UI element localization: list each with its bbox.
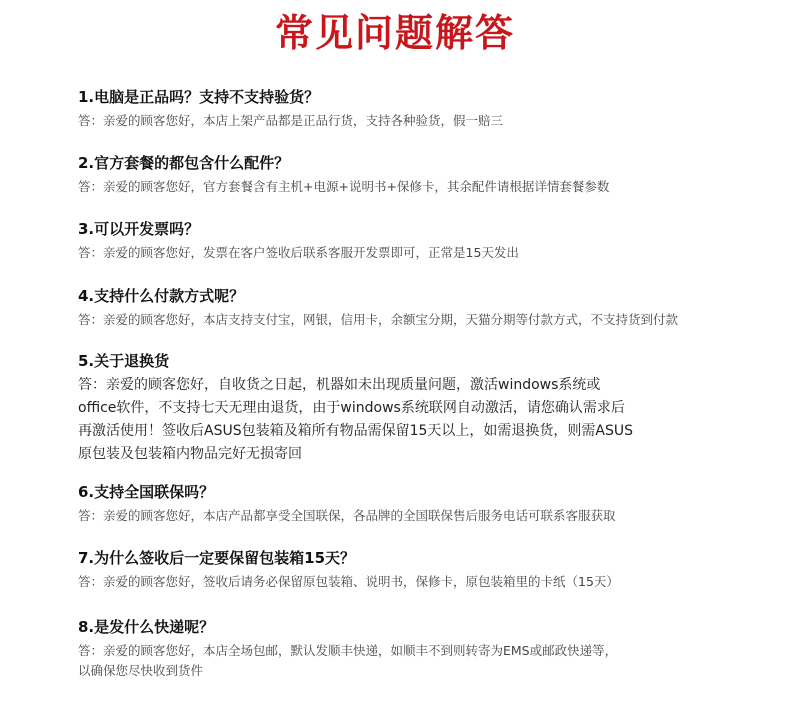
faq-answer-line: 以确保您尽快收到货件 — [78, 663, 204, 678]
faq-item-3 — [78, 218, 778, 263]
faq-question: 4.支持什么付款方式呢？ — [78, 287, 245, 305]
faq-question: 7.为什么签收后一定要保留包装箱15天？ — [78, 549, 356, 567]
faq-answer-line: 答：亲爱的顾客您好，发票在客户签收后联系客服开发票即可，正常是15天发出 — [78, 245, 519, 260]
page-title: 常见问题解答 — [274, 11, 515, 55]
faq-item-5 — [78, 350, 778, 466]
faq-question: 8.是发什么快递呢？ — [78, 618, 215, 636]
faq-answer-line: 答：亲爱的顾客您好，本店上架产品都是正品行货，支持各种验货，假一赔三 — [78, 113, 504, 128]
faq-answer-line: office软件，不支持七天无理由退货，由于windows系统联网自动激活，请您确认需求后 — [78, 400, 625, 416]
faq-answer-line: 再激活使用！签收后ASUS包装箱及箱所有物品需保留15天以上，如需退换货，则需ASUS — [78, 423, 634, 439]
faq-answer-line: 答：亲爱的顾客您好，签收后请务必保留原包装箱、说明书，保修卡，原包装箱里的卡纸（15天） — [78, 574, 619, 589]
faq-question: 6.支持全国联保吗？ — [78, 483, 215, 501]
faq-answer — [78, 506, 778, 526]
faq-answer — [78, 572, 778, 592]
faq-answer-line: 答：亲爱的顾客您好，自收货之日起，机器如未出现质量问题，激活windows系统或 — [78, 377, 601, 393]
faq-question: 1.电脑是正品吗？支持不支持验货？ — [78, 88, 320, 106]
faq-question: 5.关于退换货 — [78, 352, 170, 370]
faq-answer — [78, 310, 778, 330]
faq-item-4 — [78, 285, 778, 330]
faq-item-7 — [78, 547, 778, 592]
faq-answer-line: 答：亲爱的顾客您好，官方套餐含有主机+电源+说明书+保修卡，其余配件请根据详情套餐参数 — [78, 179, 610, 194]
faq-question: 2.官方套餐的都包含什么配件？ — [78, 154, 290, 172]
faq-answer — [78, 111, 778, 131]
faq-answer-line: 答：亲爱的顾客您好，本店全场包邮，默认发顺丰快递，如顺丰不到则转寄为EMS或邮政快递等， — [78, 643, 618, 658]
faq-answer — [78, 374, 778, 466]
faq-item-6 — [78, 481, 778, 526]
faq-question: 3.可以开发票吗？ — [78, 220, 200, 238]
faq-item-8 — [78, 616, 778, 681]
faq-answer-line: 原包装及包装箱内物品完好无损寄回 — [78, 446, 302, 462]
faq-item-1 — [78, 86, 778, 131]
faq-answer — [78, 641, 778, 681]
faq-answer-line: 答：亲爱的顾客您好，本店支持支付宝，网银，信用卡，余额宝分期，天猫分期等付款方式，不支持货到付款 — [78, 312, 679, 327]
faq-answer-line: 答：亲爱的顾客您好，本店产品都享受全国联保，各品牌的全国联保售后服务电话可联系客服获取 — [78, 508, 616, 523]
faq-answer — [78, 177, 778, 197]
faq-answer — [78, 243, 778, 263]
faq-item-2 — [78, 152, 778, 197]
